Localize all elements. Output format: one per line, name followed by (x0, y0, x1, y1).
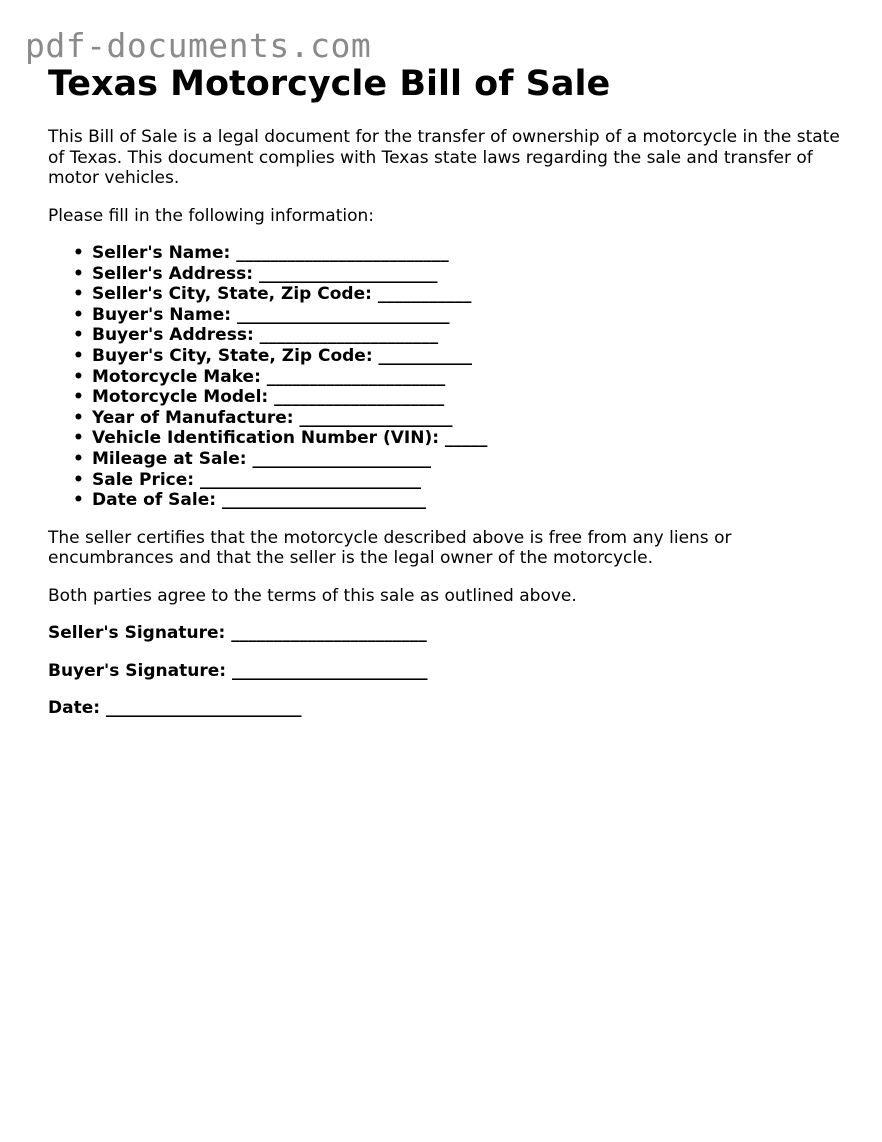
field-seller-city-state-zip (73, 284, 848, 305)
field-motorcycle-make (73, 366, 848, 388)
field-label: Sale Price: __________________________ (92, 469, 421, 490)
field-buyer-address (73, 325, 848, 346)
bullet-icon: • (73, 428, 84, 449)
field-label: Motorcycle Model: ____________________ (92, 387, 445, 408)
field-label: Seller's Address: _____________________ (92, 263, 438, 284)
field-label: Buyer's Address: _____________________ (92, 325, 439, 346)
field-label: Vehicle Identification Number (VIN): _____ (92, 428, 488, 449)
field-date-of-sale (73, 490, 848, 511)
bullet-icon: • (73, 387, 84, 408)
bullet-icon: • (73, 490, 84, 511)
field-buyer-name (73, 304, 848, 326)
field-label: Motorcycle Make: _____________________ (92, 366, 446, 387)
seller-signature-line: Seller's Signature: _______________________ (48, 623, 427, 644)
field-buyer-city-state-zip (73, 345, 848, 367)
bullet-icon: • (73, 366, 84, 387)
bullet-icon: • (73, 325, 84, 346)
field-label: Date of Sale: ________________________ (92, 490, 426, 511)
document-page (48, 62, 848, 719)
field-year-of-manufacture (73, 407, 848, 429)
bullet-icon: • (73, 469, 84, 490)
certification-paragraph: The seller certifies that the motorcycle described above is free from any liens or encumbrances and that the seller is the legal owner of the motorcycle. (48, 527, 732, 569)
bullet-icon: • (73, 345, 84, 366)
field-label: Seller's Name: _________________________ (92, 243, 449, 263)
bullet-icon: • (73, 263, 84, 284)
field-seller-name (73, 243, 848, 264)
field-label: Seller's City, State, Zip Code: ___________ (92, 284, 472, 305)
field-label: Year of Manufacture: __________________ (92, 407, 453, 428)
field-seller-address (73, 263, 848, 285)
field-label: Mileage at Sale: _____________________ (92, 448, 431, 469)
fill-in-prompt: Please fill in the following information: (48, 205, 375, 226)
bullet-icon: • (73, 243, 84, 263)
field-mileage (73, 448, 848, 470)
page-title: Texas Motorcycle Bill of Sale (48, 64, 611, 104)
field-vin (73, 428, 848, 449)
intro-paragraph: This Bill of Sale is a legal document for the transfer of ownership of a motorcycle in the state of Texas. This document complies with Texas state laws regarding the sale and transfer of motor vehicles. (48, 127, 840, 188)
date-signature-line: Date: _______________________ (48, 698, 302, 719)
field-label: Buyer's Name: _________________________ (92, 304, 450, 325)
watermark: pdf-documents.com (25, 26, 372, 65)
bullet-icon: • (73, 448, 84, 469)
bullet-icon: • (73, 407, 84, 428)
field-label: Buyer's City, State, Zip Code: ___________ (92, 345, 473, 366)
field-motorcycle-model (73, 387, 848, 408)
agreement-paragraph: Both parties agree to the terms of this sale as outlined above. (48, 585, 577, 606)
buyer-signature-line: Buyer's Signature: _______________________ (48, 660, 428, 681)
field-list (48, 243, 848, 511)
field-sale-price (73, 469, 848, 491)
bullet-icon: • (73, 304, 84, 325)
bullet-icon: • (73, 284, 84, 305)
